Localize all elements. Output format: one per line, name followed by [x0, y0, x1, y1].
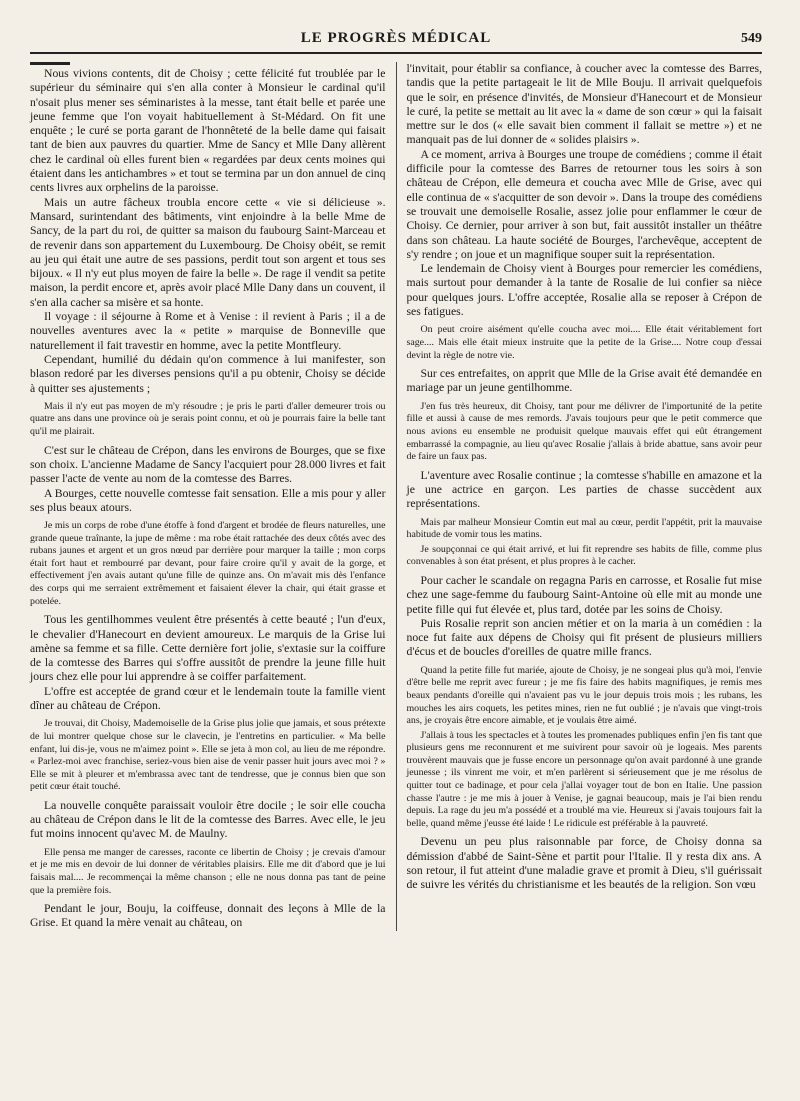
paragraph: Le lendemain de Choisy vient à Bourges pour remercier les comédiens, mais surtout pour demander à la tante de Rosalie de lui confier sa nièce pour quelques jours. L'offre acceptée, Rosalie alla se reposer à Crépon de ses fatigues.: [406, 262, 762, 319]
left-column: [30, 62, 386, 931]
paragraph: l'invitait, pour établir sa confiance, à coucher avec la comtesse des Barres, tandis que la petite partageait le lit de Mlle Bouju. Il arrivait quelquefois que le soir, en présence d'invités, de Monsieur d'Hanecourt et de Monsieur le curé, la petite se mettait au lit avec la « dame de son cœur » qui la faisait mettre sur le dos (« elle savait bien comment il fallait se mettre ») et ne manquait pas de lui donner de « solides plaisirs ».: [406, 62, 762, 147]
paragraph: Pendant le jour, Bouju, la coiffeuse, donnait des leçons à Mlle de la Grise. Et quand la mère venait au château, on: [30, 902, 386, 930]
quotation: Je soupçonnai ce qui était arrivé, et lui fit reprendre ses habits de fille, comme plus convenables à son état présent, et plus propres à le cacher.: [406, 543, 762, 568]
paragraph: Mais un autre fâcheux troubla encore cette « vie si délicieuse ». Mansard, surintendant des bâtiments, vint enjoindre à la belle Mme de Sancy, de la part du roi, de quitter sa maison du faubourg Saint-Marceau et de revenir dans son appartement du Luxembourg. De Choisy obéit, se remit au jeu qui était une autre de ses passions, perdit tout son argent et tous ses bijoux. « Il n'y eut plus moyen de faire la belle ». De rage il vendit sa petite maison, la perdit encore et, après avoir placé Mlle Dany dans un couvent, il s'en alla cacher sa misère et sa honte.: [30, 195, 386, 309]
paragraph: Il voyage : il séjourne à Rome et à Venise : il revient à Paris ; il a de nouvelles aventures avec la « petite » marquise de Bonneville que naturellement il fait travestir en homme, avec la petite Montfleury.: [30, 310, 386, 352]
right-column: [396, 62, 763, 931]
page-number: 549: [741, 31, 762, 46]
paragraph: Tous les gentilhommes veulent être présentés à cette beauté ; l'un d'eux, le chevalier d'Hanecourt en devient amoureux. Le marquis de la Grise lui amène sa femme et sa fille. Cette dernière fort jolie, s'extasie sur la coiffure de la comtesse des Barres qui s'offre aussitôt de prendre la jeune fille huit jours chez elle pour lui apprendre à se coiffer parfaitement.: [30, 613, 386, 684]
paragraph: Devenu un peu plus raisonnable par force, de Choisy donna sa démission d'abbé de Saint-Sène et partit pour l'Italie. Il y resta dix ans. A son retour, il fut atteint d'une maladie grave et promit à Dieu, s'il guérissait de suivre les vérités du christianisme et les beautés de la religion. Son vœu: [406, 835, 762, 892]
quotation: Mais il n'y eut pas moyen de m'y résoudre ; je pris le parti d'aller demeurer trois ou quatre ans dans une province où je serais point connu, et où je pourrais faire la belle tant qu'il me plairait.: [30, 400, 386, 438]
paragraph: L'offre est acceptée de grand cœur et le lendemain toute la famille vient dîner au château de Crépon.: [30, 684, 386, 713]
quotation: J'allais à tous les spectacles et à toutes les promenades publiques enfin j'en fis tant que plusieurs gens me reconnurent et me suivirent pour savoir où je logeais. Mes parents trouvèrent mauvais que je fusse encore un personnage qu'on avait pardonné à une grande jeunesse ; ils vinrent me voir, et m'en parlèrent si sérieusement que je me résolus de quitter tout ce badinage, et pour cela j'allai voyager tout de bon en Italie. Une passion chasse l'autre : je me mis à jouer à Venise, je gagnai beaucoup, mais je l'ai bien rendu depuis. La rage du jeu m'a possédé et a troublé ma vie. Heureux si j'avais toujours fait la belle, quand même j'eusse été laide ! Le ridicule est préférable à la pauvreté.: [406, 729, 762, 829]
quotation: Je mis un corps de robe d'une étoffe à fond d'argent et brodée de fleurs naturelles, une grande queue traînante, la jupe de même : ma robe était rattachée des deux côtés avec des rubans jaunes et argent et un gros nœud par derrière pour marquer la taille ; mon corps était fort haut et rembourré par devant, pour faire croire qu'il y avait de la gorge, et effectivement j'en avais autant qu'une fille de quinze ans. On m'avait mis dès l'enfance des corps qui me serraient extrêmement et faisaient élever la chair, qui était grasse et potelée.: [30, 520, 386, 607]
page-header: [30, 30, 762, 54]
paragraph: Cependant, humilié du dédain qu'on commence à lui manifester, son blason redoré par les diverses pensions qu'il a pu obtenir, Choisy se décide à quitter ses ajustements ;: [30, 352, 386, 395]
quotation: Elle pensa me manger de caresses, raconte ce libertin de Choisy ; je crevais d'amour et je me mis en devoir de lui donner de véritables plaisirs. Elle me dit d'abord que je lui faisais mal.... Je recommençai la même chanson ; elle ne nous donna pas tant de peine que la première fois.: [30, 846, 386, 896]
paragraph: Puis Rosalie reprit son ancien métier et on la maria à un comédien : la noce fut faite aux dépens de Choisy qui fit présent de plusieurs milliers d'écus et de boucles d'oreilles de quatre mille francs.: [406, 616, 762, 659]
paragraph: Sur ces entrefaites, on apprit que Mlle de la Grise avait été demandée en mariage par un jeune gentilhomme.: [406, 367, 762, 395]
paragraph: Nous vivions contents, dit de Choisy ; cette félicité fut troublée par le supérieur du séminaire qui s'en alla conter à Monsieur le cardinal qu'il n'osait plus mener ses séminaristes à la messe, tant était belle et parée une jeune femme que l'on voyait habituellement à St-Médard. On fit une enquête ; le curé se porta garant de l'honnêteté de la belle dame qui faisait tant de bien aux pauvres du quartier. Mme de Sancy et Mlle Dany allèrent chez le cardinal où elles furent bien « regardées par deux cents moines qui étaient dans les antichambres » et tout se termina par un don annuel de cinq cents livres aux orphelins de la paroisse.: [30, 67, 386, 195]
paragraph: La nouvelle conquête paraissait vouloir être docile ; le soir elle coucha au château de Crépon dans le lit de la comtesse des Barres. Avec elle, le jeu fut moins innocent qu'avec M. de Maulny.: [30, 798, 386, 841]
quotation: J'en fus très heureux, dit Choisy, tant pour me délivrer de l'importunité de la petite fille et aussi à cause de mes remords. J'avais toujours peur que le petit commerce que nous avions eu ensemble ne produisit quelque mauvais effet qui eût étrangement embarrassé la compagnie, au lieu qu'avec Rosalie j'allais à bride abattue, sans avoir peur de faire un faux pas.: [406, 400, 762, 463]
quotation: Mais par malheur Monsieur Comtin eut mal au cœur, perdit l'appétit, prit la mauvaise habitude de vomir tous les matins.: [406, 516, 762, 541]
paragraph: C'est sur le château de Crépon, dans les environs de Bourges, que se fixe son choix. L'ancienne Madame de Sancy l'acquiert pour 28.000 livres et fait passer l'acte de vente au nom de la comtesse des Barres.: [30, 443, 386, 486]
quotation: Je trouvai, dit Choisy, Mademoiselle de la Grise plus jolie que jamais, et sous prétexte de lui montrer quelque chose sur le clavecin, je l'entretins en particulier. « Ma belle enfant, lui dis-je, vous ne m'aimez point ». Elle se jeta à mon col, au lieu de me répondre. « Parlez-moi avec franchise, seriez-vous bien aise de venir passer huit jours avec moi ? » Elle se mit à pleurer et m'embrassa avec tant de tendresse, que je connus bien que son petit cœur était touché.: [30, 718, 386, 793]
paragraph: L'aventure avec Rosalie continue ; la comtesse s'habille en amazone et la je une actrice en garçon. Les parties de chasse succèdent aux représentations.: [406, 468, 762, 511]
paragraph: Pour cacher le scandale on regagna Paris en carrosse, et Rosalie fut mise chez une sage-femme du faubourg Saint-Antoine où elle mit au monde une petite fille qui fut élevée et, plus tard, dotée par les soins de Choisy.: [406, 573, 762, 616]
quotation: Quand la petite fille fut mariée, ajoute de Choisy, je ne songeai plus qu'à moi, l'envie d'être belle me reprit avec fureur ; je me fis faire des habits magnifiques, je remis mes beaux pendants d'oreille qui n'avaient pas vu le jour depuis trois mois ; les rubans, les mouches les airs coquets, les petites mines, rien ne fut oublié ; je n'avais que vingt-trois ans, je croyais être encore aimable, et je voulais être aimé.: [406, 664, 762, 727]
quotation: On peut croire aisément qu'elle coucha avec moi.... Elle était véritablement fort sage.... Mais elle était mieux instruite que la petite de la Grise.... Notre coup d'essai devint la règle de notre vie.: [406, 324, 762, 361]
article-columns: [30, 62, 762, 931]
journal-title: LE PROGRÈS MÉDICAL: [300, 30, 492, 46]
paragraph: A ce moment, arriva à Bourges une troupe de comédiens ; comme il était difficile pour la comtesse des Barres de retourner tous les soirs à son château de Crépon, elle demeura et coucha avec Mlle de Grise, avec qui elle continua de « s'acquitter de son devoir ». Dans la troupe des comédiens se trouvait une demoiselle Rosalie, assez jolie pour enflammer le cœur de Choisy. Ce dernier, pour arriver à son but, fait aussitôt installer un théâtre dans son château. La haute société de Bourges, l'archevêque, acceptent de s'y rendre ; on joue et un magnifique souper suit la représentation.: [406, 147, 762, 261]
paragraph: A Bourges, cette nouvelle comtesse fait sensation. Elle a mis pour y aller ses plus beaux atours.: [30, 486, 386, 514]
